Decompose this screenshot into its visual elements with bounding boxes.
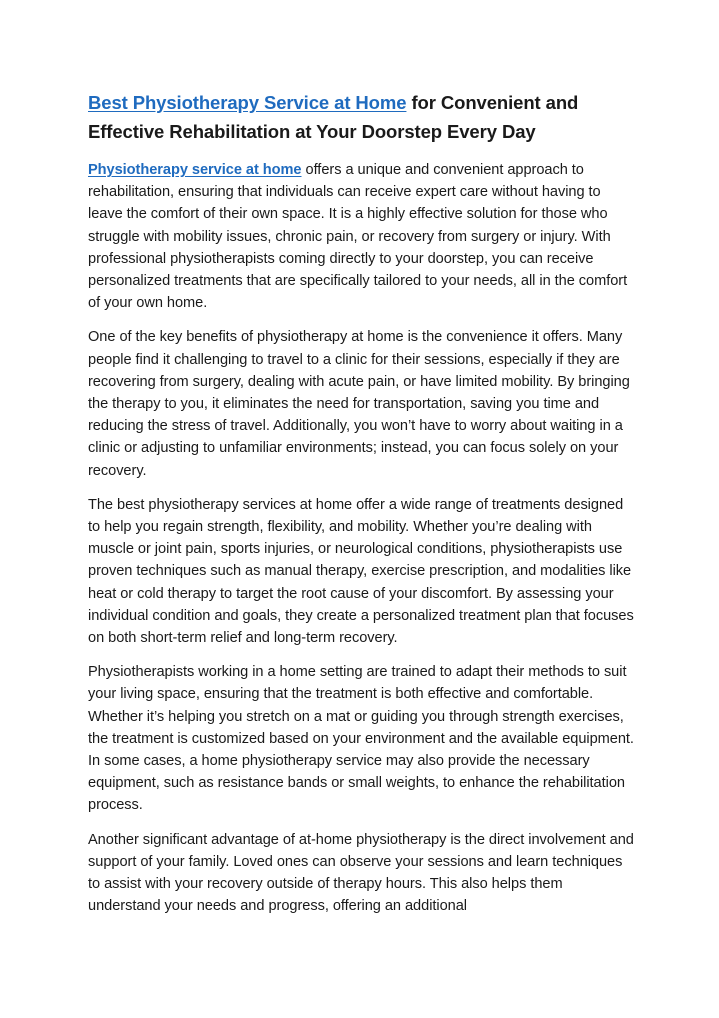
intro-link[interactable]: Physiotherapy service at home: [88, 162, 302, 178]
document-page: [88, 88, 636, 930]
paragraph-intro: [88, 159, 636, 314]
paragraph-treatments: The best physiotherapy services at home offer a wide range of treatments designed to help you regain strength, flexibility, and mobility. Whether you’re dealing with muscle or joint pain, sports injuries, or neurological conditions, physiotherapists use proven techniques such as manual therapy, exercise prescription, and modalities like heat or cold therapy to target the root cause of your discomfort. By assessing your individual condition and goals, they create a personalized treatment plan that focuses on both short-term relief and long-term recovery.: [88, 496, 634, 647]
paragraph-home-setting: Physiotherapists working in a home setting are trained to adapt their methods to suit your living space, ensuring that the treatment is both effective and comfortable. Whether it’s helping you stretch on a mat or guiding you through strength exercises, the treatment is customized based on your environment and the available equipment. In some cases, a home physiotherapy service may also provide the necessary equipment, such as resistance bands or small weights, to enhance the rehabilitation process.: [88, 664, 634, 814]
title-text: for Convenient and Effective Rehabilitation at Your Doorstep Every Day: [88, 92, 579, 142]
paragraph-family-support: Another significant advantage of at-home physiotherapy is the direct involvement and support of your family. Loved ones can observe your sessions and learn techniques to assist with your recovery outside of therapy hours. This also helps them understand your needs and progress, offering an additional: [88, 831, 634, 915]
document-title: [88, 88, 636, 146]
paragraph-text: offers a unique and convenient approach to rehabilitation, ensuring that individuals can receive expert care without having to leave the comfort of their own space. It is a highly effective solution for those who struggle with mobility issues, chronic pain, or recovery from surgery or injury. With professional physiotherapists coming directly to your doorstep, you can receive personalized treatments that are specifically tailored to your needs, all in the comfort of your own home.: [88, 162, 628, 312]
title-link[interactable]: Best Physiotherapy Service at Home: [88, 92, 407, 113]
paragraph-convenience: One of the key benefits of physiotherapy at home is the convenience it offers. Many people find it challenging to travel to a clinic for their sessions, especially if they are recovering from surgery, dealing with acute pain, or have limited mobility. By bringing the therapy to you, it eliminates the need for transportation, saving you time and reducing the stress of travel. Additionally, you won’t have to worry about waiting in a clinic or adjusting to unfamiliar environments; instead, you can focus solely on your recovery.: [88, 329, 630, 479]
